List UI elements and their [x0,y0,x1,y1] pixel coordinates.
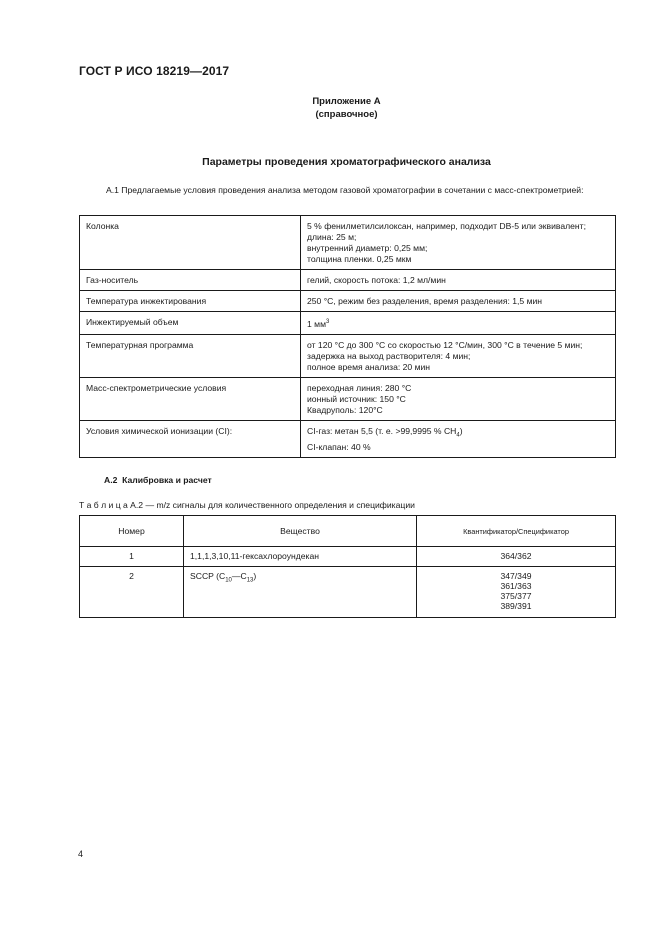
table-row [80,420,616,457]
value-line [307,426,609,442]
value-line: ионный источник: 150 °С [307,393,406,404]
substance-subscript-1: 10 [225,577,232,584]
value-line: длина: 25 м; [307,232,357,242]
substance-cell [184,567,417,618]
mz-signals-table [79,515,616,618]
value-cell [301,270,616,291]
section-a1-paragraph [79,184,615,197]
quantifier-value: 364/362 [500,551,532,561]
quantifier-value: 375/377 [500,591,532,601]
value-cell [301,216,616,270]
value-line: задержка на выход растворителя: 4 мин; [307,350,471,361]
substance-suffix: ) [253,571,257,581]
header-quantifier: Квантификатор/Спецификатор [417,516,616,547]
value-line: Квадруполь: 120°С [307,404,383,415]
section-a2-title: Калибровка и расчет [122,475,212,485]
value-line: от 120 °С до 300 °С со скоростью 12 °С/мин, 300 °С в течение 5 мин; [307,339,583,350]
value-cell [301,334,616,377]
header-substance: Вещество [184,516,417,547]
section-a1-number: А.1 [106,185,119,195]
table-row [80,377,616,420]
quantifier-value: 389/391 [500,601,532,611]
param-cell: Газ-носитель [80,270,301,291]
table-row [80,291,616,312]
value-line: гелий, скорость потока: 1,2 мл/мин [307,275,446,285]
value-cell [301,420,616,457]
page-number: 4 [78,849,84,859]
quantifier-value: 347/349 [500,571,532,581]
param-cell: Температура инжектирования [80,291,301,312]
value-line: 5 % фенилметилсилоксан, например, подходит DB-5 или эквивалент; [307,221,586,231]
ci-gas-close: ) [459,425,463,436]
quantifier-cell [417,547,616,567]
annex-kind: (справочное) [315,109,378,120]
volume-value: 1 мм [307,318,326,329]
annex-title: Приложение А [312,96,381,107]
value-line: 250 °С, режим без разделения, время разделения: 1,5 мин [307,296,543,306]
section-a2-number: А.2 [104,475,118,485]
substance-dash: —C [231,571,247,581]
value-line: толщина пленки. 0,25 мкм [307,254,412,264]
table-row [80,216,616,270]
ci-gas-text: CI-газ: метан 5,5 (т. е. >99,9995 % CH [307,425,457,436]
value-line: внутренний диаметр: 0,25 мм; [307,243,428,253]
table-header-row [80,516,616,547]
annex-heading [0,95,661,121]
param-cell: Условия химической ионизации (CI): [80,420,301,457]
number-cell: 1 [80,547,184,567]
header-number: Номер [80,516,184,547]
substance-cell: 1,1,1,3,10,11-гексахлороундекан [184,547,417,567]
section-a2-heading [104,475,212,485]
value-line: CI-клапан: 40 % [307,441,371,452]
table-row [80,567,616,618]
document-code: ГОСТ Р ИСО 18219—2017 [79,64,230,78]
quantifier-value: 361/363 [500,581,532,591]
table-row [80,270,616,291]
table-row [80,547,616,567]
number-cell: 2 [80,567,184,618]
param-cell: Масс-спектрометрические условия [80,377,301,420]
ci-gas-subscript: 4 [456,432,460,439]
value-cell [301,377,616,420]
main-title: Параметры проведения хроматографического анализа [202,156,491,168]
table-row [80,312,616,335]
value-cell [301,291,616,312]
quantifier-cell [417,567,616,618]
param-cell: Температурная программа [80,334,301,377]
value-line: переходная линия: 280 °С [307,382,412,393]
table-row [80,334,616,377]
value-cell [301,312,616,335]
param-cell: Инжектируемый объем [80,312,301,335]
volume-superscript: 3 [325,319,330,325]
substance-subscript-2: 13 [246,577,254,584]
param-cell: Колонка [80,216,301,270]
section-a1-text: Предлагаемые условия проведения анализа методом газовой хроматографии в сочетании с масс-спектрометрией: [121,185,584,195]
substance-prefix: SCCP (C [190,571,226,581]
table2-caption: Т а б л и ц а А.2 — m/z сигналы для количественного определения и спецификации [79,500,415,510]
conditions-table [79,215,616,458]
value-line: полное время анализа: 20 мин [307,361,431,372]
